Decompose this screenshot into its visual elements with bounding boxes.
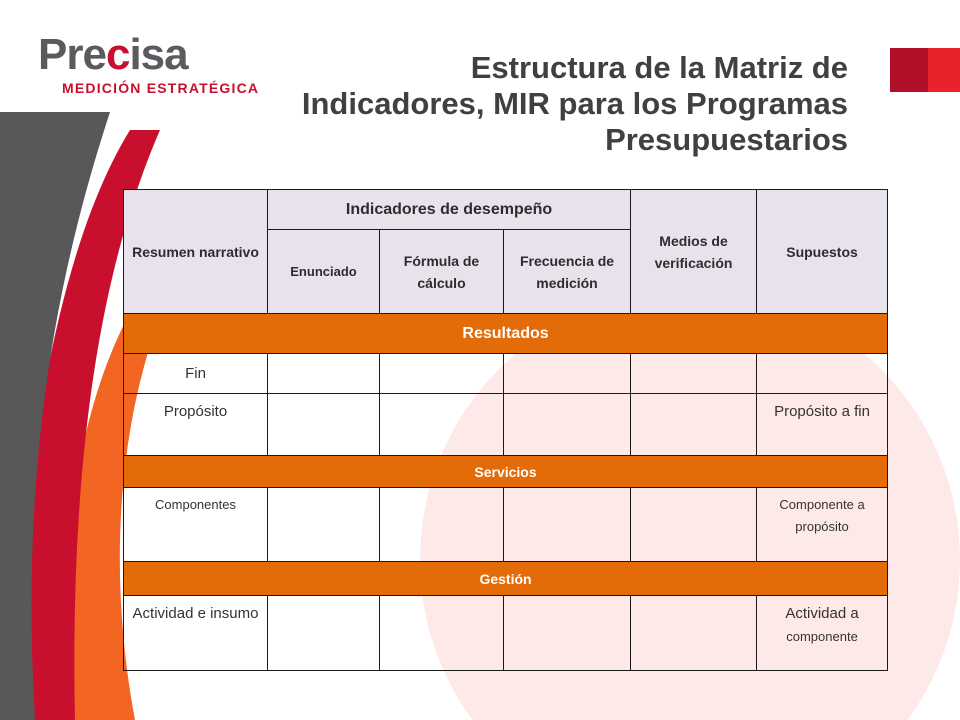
mir-matrix-table: [123, 189, 888, 671]
table-cell: [504, 596, 631, 671]
table-cell: [504, 394, 631, 456]
header-indicadores: Indicadores de desempeño: [268, 190, 631, 230]
section-row-resultados: [124, 314, 888, 354]
header-formula: Fórmula de cálculo: [380, 230, 504, 314]
logo-word-start: Pre: [38, 30, 106, 79]
corner-square-red: [928, 48, 960, 92]
table-cell: [380, 596, 504, 671]
table-row: [124, 394, 888, 456]
table-cell: [504, 354, 631, 394]
row-label-fin: Fin: [124, 354, 268, 394]
table-cell: [380, 488, 504, 562]
table-row: [124, 596, 888, 671]
table-cell: [268, 394, 380, 456]
table-cell: [380, 394, 504, 456]
table-cell: [631, 354, 757, 394]
row-label-proposito: Propósito: [124, 394, 268, 456]
supuesto-fin: [757, 354, 888, 394]
table-row: [124, 488, 888, 562]
table-cell: [631, 596, 757, 671]
title-line-1: Estructura de la Matriz de: [470, 50, 848, 85]
table-cell: [268, 354, 380, 394]
header-frecuencia: Frecuencia de medición: [504, 230, 631, 314]
logo-word-end: isa: [129, 30, 188, 79]
table-row: [124, 354, 888, 394]
slide-title: [288, 50, 848, 158]
table-cell: [380, 354, 504, 394]
section-row-gestion: [124, 562, 888, 596]
header-supuestos: Supuestos: [757, 190, 888, 314]
title-line-2: Indicadores, MIR para los Programas: [301, 86, 848, 121]
table-cell: [268, 488, 380, 562]
table-cell: [504, 488, 631, 562]
logo-tagline: MEDICIÓN ESTRATÉGICA: [62, 80, 260, 96]
logo-word-accent: c: [105, 30, 130, 79]
title-line-3: Presupuestarios: [605, 122, 848, 157]
row-label-componentes: Componentes: [124, 488, 268, 562]
section-row-servicios: [124, 456, 888, 488]
table-cell: [631, 394, 757, 456]
supuesto-actividad-line2: componente: [786, 629, 858, 644]
header-enunciado: Enunciado: [268, 230, 380, 314]
logo-wordmark: [38, 30, 188, 80]
corner-square-dark: [890, 48, 928, 92]
header-row-1: [124, 190, 888, 230]
header-medios: Medios de verificación: [631, 190, 757, 314]
table-cell: [268, 596, 380, 671]
section-resultados: Resultados: [124, 314, 888, 354]
section-gestion: Gestión: [124, 562, 888, 596]
row-label-actividad: Actividad e insumo: [124, 596, 268, 671]
supuesto-actividad: [757, 596, 888, 671]
table-cell: [631, 488, 757, 562]
brand-logo: [38, 30, 278, 98]
section-servicios: Servicios: [124, 456, 888, 488]
supuesto-proposito: Propósito a fin: [757, 394, 888, 456]
supuesto-componentes: Componente a propósito: [757, 488, 888, 562]
supuesto-actividad-line1: Actividad a: [785, 605, 859, 622]
header-resumen-narrativo: Resumen narrativo: [124, 190, 268, 314]
